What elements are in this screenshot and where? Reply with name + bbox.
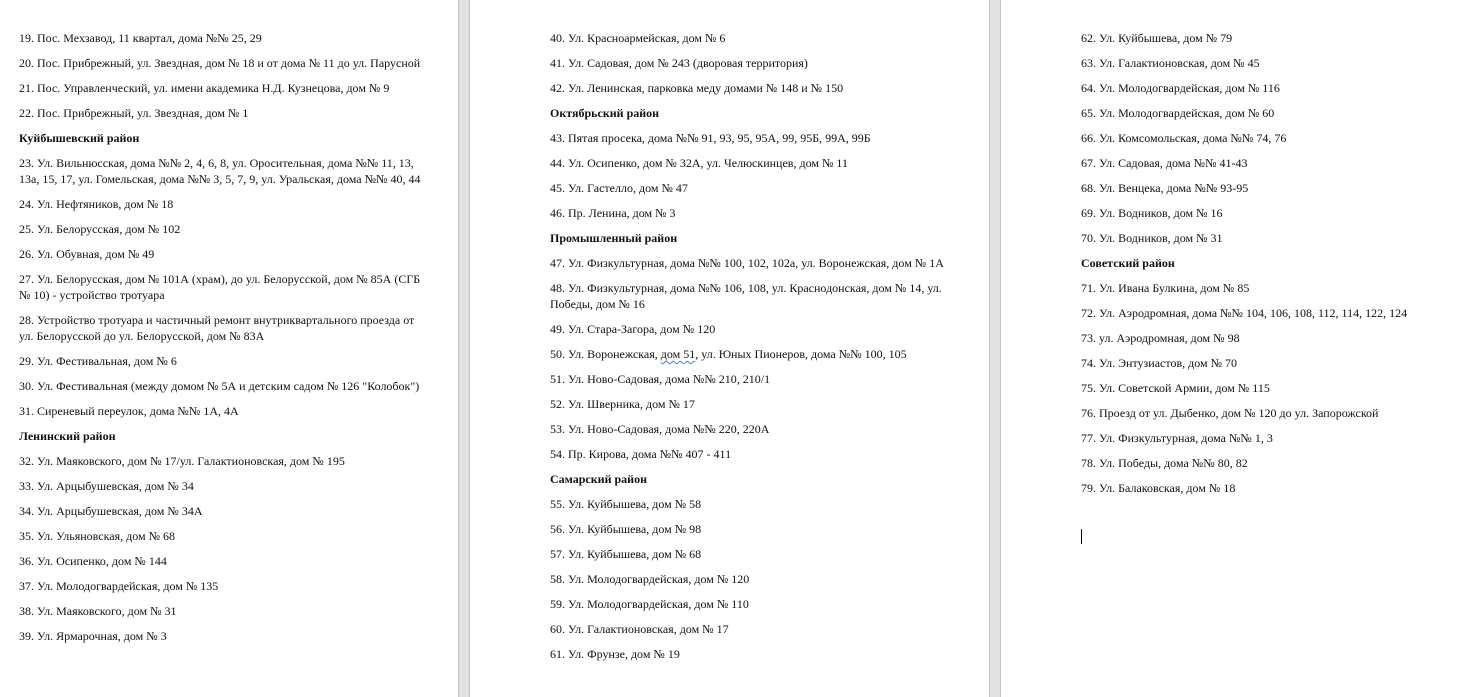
list-item: 63. Ул. Галактионовская, дом № 45: [1081, 56, 1260, 70]
list-item: 67. Ул. Садовая, дома №№ 41-43: [1081, 156, 1248, 170]
list-item: 59. Ул. Молодогвардейская, дом № 110: [550, 597, 749, 611]
list-item: 33. Ул. Арцыбушевская, дом № 34: [19, 479, 194, 493]
list-item: 36. Ул. Осипенко, дом № 144: [19, 554, 167, 568]
list-item: 39. Ул. Ярмарочная, дом № 3: [19, 629, 167, 643]
list-item: 31. Сиреневый переулок, дома №№ 1А, 4А: [19, 404, 239, 418]
list-item: 71. Ул. Ивана Булкина, дом № 85: [1081, 281, 1250, 295]
text-cursor: [1081, 529, 1082, 544]
list-item: 64. Ул. Молодогвардейская, дом № 116: [1081, 81, 1280, 95]
list-item: 56. Ул. Куйбышева, дом № 98: [550, 522, 702, 536]
list-item: 65. Ул. Молодогвардейская, дом № 60: [1081, 106, 1275, 120]
list-item: 21. Пос. Управленческий, ул. имени академика Н.Д. Кузнецова, дом № 9: [19, 81, 390, 95]
list-item: 30. Ул. Фестивальная (между домом № 5А и детским садом № 126 "Колобок"): [19, 379, 420, 393]
district-heading: Советский район: [1081, 256, 1175, 270]
list-item: 79. Ул. Балаковская, дом № 18: [1081, 481, 1236, 495]
list-item: 24. Ул. Нефтяников, дом № 18: [19, 197, 174, 211]
list-item: 40. Ул. Красноармейская, дом № 6: [550, 31, 726, 45]
list-item: 55. Ул. Куйбышева, дом № 58: [550, 497, 702, 511]
document-page-2[interactable]: [470, 0, 989, 697]
list-item: 20. Пос. Прибрежный, ул. Звездная, дом № 18 и от дома № 11 до ул. Парусной: [19, 56, 421, 70]
list-item: [550, 346, 960, 362]
list-item: 69. Ул. Водников, дом № 16: [1081, 206, 1223, 220]
list-item: 70. Ул. Водников, дом № 31: [1081, 231, 1223, 245]
list-item: 47. Ул. Физкультурная, дома №№ 100, 102, 102а, ул. Воронежская, дом № 1А: [550, 256, 944, 270]
list-item: 75. Ул. Советской Армии, дом № 115: [1081, 381, 1270, 395]
list-item-text: 50. Ул. Воронежская,: [550, 347, 661, 361]
list-item: 76. Проезд от ул. Дыбенко, дом № 120 до ул. Запорожской: [1081, 406, 1379, 420]
list-item: 38. Ул. Маяковского, дом № 31: [19, 604, 177, 618]
list-item: 26. Ул. Обувная, дом № 49: [19, 247, 155, 261]
list-item: 62. Ул. Куйбышева, дом № 79: [1081, 31, 1233, 45]
list-item: 23. Ул. Вильнюсская, дома №№ 2, 4, 6, 8, ул. Оросительная, дома №№ 11, 13, 13а, 15, 17, ул. Гомельская, дома №№ 3, 5, 7, 9, ул. Уральская, дома №№ 40, 44: [19, 156, 421, 186]
list-item: 61. Ул. Фрунзе, дом № 19: [550, 647, 680, 661]
page-content[interactable]: [550, 30, 960, 671]
spellcheck-flagged-text[interactable]: дом 51: [660, 347, 696, 361]
district-heading: Промышленный район: [550, 231, 678, 245]
list-item: 78. Ул. Победы, дома №№ 80, 82: [1081, 456, 1248, 470]
list-item: 52. Ул. Шверника, дом № 17: [550, 397, 695, 411]
list-item: 37. Ул. Молодогвардейская, дом № 135: [19, 579, 219, 593]
list-item: 44. Ул. Осипенко, дом № 32А, ул. Челюскинцев, дом № 11: [550, 156, 848, 170]
district-heading: Октябрьский район: [550, 106, 660, 120]
list-item: 60. Ул. Галактионовская, дом № 17: [550, 622, 729, 636]
list-item: 58. Ул. Молодогвардейская, дом № 120: [550, 572, 750, 586]
list-item: 25. Ул. Белорусская, дом № 102: [19, 222, 181, 236]
list-item: 35. Ул. Ульяновская, дом № 68: [19, 529, 176, 543]
list-item: 51. Ул. Ново-Садовая, дома №№ 210, 210/1: [550, 372, 771, 386]
list-item: 19. Пос. Мехзавод, 11 квартал, дома №№ 25, 29: [19, 31, 262, 45]
list-item: 48. Ул. Физкультурная, дома №№ 106, 108, ул. Краснодонская, дом № 14, ул. Победы, дом № 16: [550, 281, 942, 311]
list-item: 42. Ул. Ленинская, парковка меду домами № 148 и № 150: [550, 81, 844, 95]
page-separator: [458, 0, 470, 697]
document-page-1[interactable]: [0, 0, 458, 697]
district-heading: Самарский район: [550, 472, 648, 486]
list-item: 27. Ул. Белорусская, дом № 101А (храм), до ул. Белорусской, дом № 85А (СГБ № 10) - устройство тротуара: [19, 272, 421, 302]
list-item: 54. Пр. Кирова, дома №№ 407 - 411: [550, 447, 732, 461]
list-item: 32. Ул. Маяковского, дом № 17/ул. Галактионовская, дом № 195: [19, 454, 345, 468]
list-item: 45. Ул. Гастелло, дом № 47: [550, 181, 688, 195]
list-item: 49. Ул. Стара-Загора, дом № 120: [550, 322, 716, 336]
list-item: 46. Пр. Ленина, дом № 3: [550, 206, 676, 220]
list-item: 73. ул. Аэродромная, дом № 98: [1081, 331, 1240, 345]
page-content[interactable]: [1081, 30, 1461, 505]
list-item: 34. Ул. Арцыбушевская, дом № 34А: [19, 504, 203, 518]
page-separator: [989, 0, 1001, 697]
list-item: 74. Ул. Энтузиастов, дом № 70: [1081, 356, 1238, 370]
list-item: 43. Пятая просека, дома №№ 91, 93, 95, 95А, 99, 95Б, 99А, 99Б: [550, 131, 871, 145]
list-item: 77. Ул. Физкультурная, дома №№ 1, 3: [1081, 431, 1273, 445]
list-item: 22. Пос. Прибрежный, ул. Звездная, дом № 1: [19, 106, 249, 120]
list-item: 68. Ул. Венцека, дома №№ 93-95: [1081, 181, 1249, 195]
document-page-3[interactable]: [1001, 0, 1483, 697]
list-item-text: , ул. Юных Пионеров, дома №№ 100, 105: [695, 347, 907, 361]
list-item: 28. Устройство тротуара и частичный ремонт внутриквартального проезда от ул. Белорусской до ул. Белорусской, дом № 83А: [19, 313, 415, 343]
district-heading: Куйбышевский район: [19, 131, 140, 145]
list-item: 41. Ул. Садовая, дом № 243 (дворовая территория): [550, 56, 808, 70]
list-item: 72. Ул. Аэродромная, дома №№ 104, 106, 108, 112, 114, 122, 124: [1081, 306, 1408, 320]
list-item: 57. Ул. Куйбышева, дом № 68: [550, 547, 702, 561]
page-content[interactable]: [19, 30, 427, 653]
district-heading: Ленинский район: [19, 429, 116, 443]
list-item: 53. Ул. Ново-Садовая, дома №№ 220, 220А: [550, 422, 770, 436]
list-item: 29. Ул. Фестивальная, дом № 6: [19, 354, 177, 368]
list-item: 66. Ул. Комсомольская, дома №№ 74, 76: [1081, 131, 1287, 145]
